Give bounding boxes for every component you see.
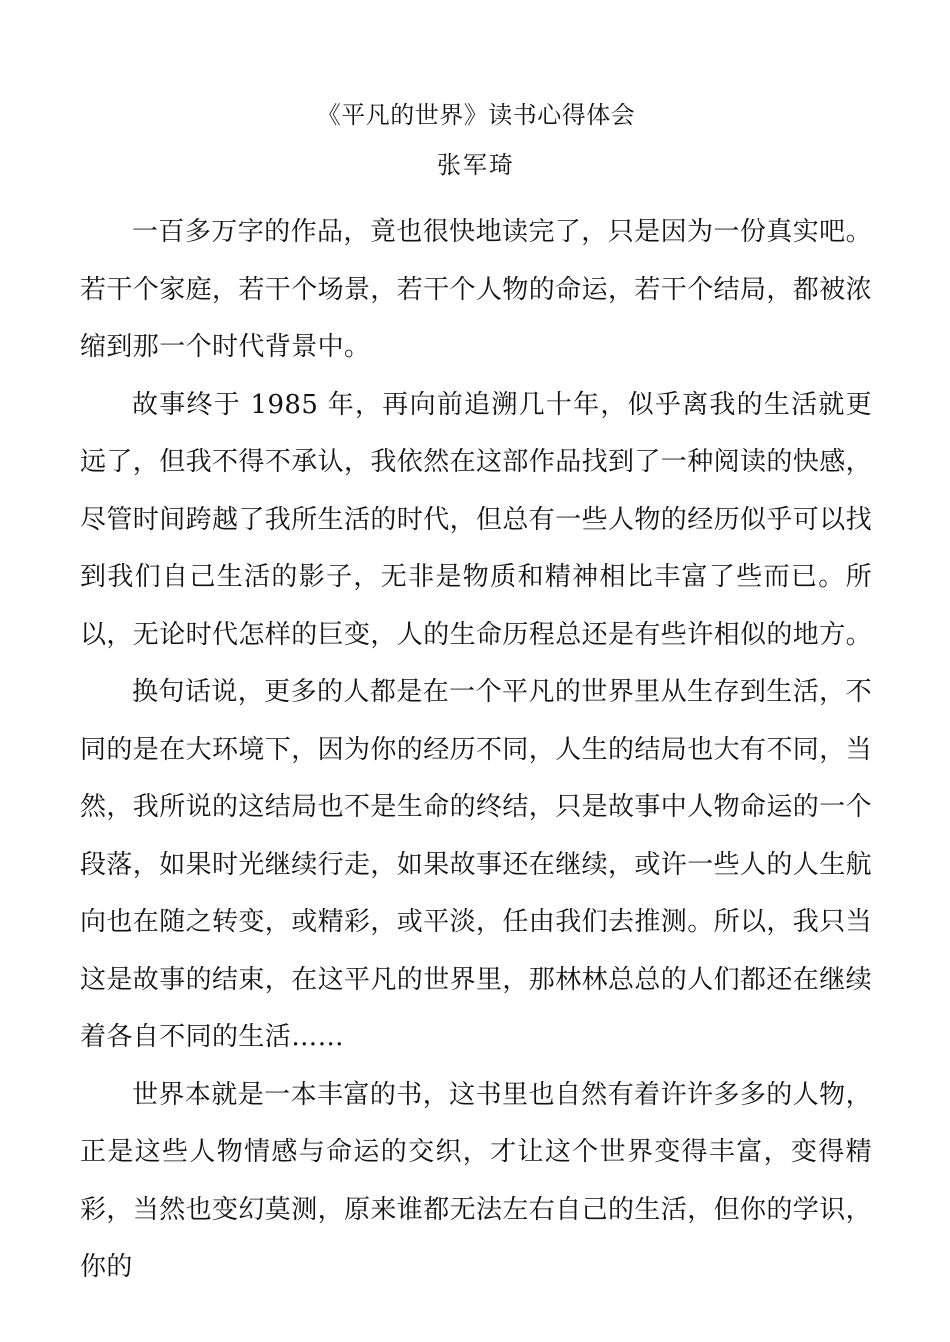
paragraph-3: 换句话说，更多的人都是在一个平凡的世界里从生存到生活，不同的是在大环境下，因为你的经历不同，人生的结局也大有不同，当然，我所说的这结局也不是生命的终结，只是故事中人物命运的一个段落，如果时光继续行走，如果故事还在继续，或许一些人的人生航向也在随之转变，或精彩，或平淡，任由我们去推测。所以，我只当这是故事的结束，在这平凡的世界里，那林林总总的人们都还在继续着各自不同的生活……: [80, 677, 873, 1052]
paragraph-4: 世界本就是一本丰富的书，这书里也自然有着许许多多的人物，正是这些人物情感与命运的交织，才让这个世界变得丰富，变得精彩，当然也变幻莫测，原来谁都无法左右自己的生活，但你的学识，你的: [80, 1079, 873, 1282]
document-title: 《平凡的世界》读书心得体会: [316, 101, 636, 129]
document-author: 张军琦: [437, 151, 515, 179]
paragraph-2: 故事终于 1985 年，再向前追溯几十年，似乎离我的生活就更远了，但我不得不承认，我依然在这部作品找到了一种阅读的快感，尽管时间跨越了我所生活的时代，但总有一些人物的经历似乎可以找到我们自己生活的影子，无非是物质和精神相比丰富了些而已。所以，无论时代怎样的巨变，人的生命历程总还是有些许相似的地方。: [80, 389, 873, 650]
paragraph-1: 一百多万字的作品，竟也很快地读完了，只是因为一份真实吧。若干个家庭，若干个场景，若干个人物的命运，若干个结局，都被浓缩到那一个时代背景中。: [80, 217, 873, 362]
